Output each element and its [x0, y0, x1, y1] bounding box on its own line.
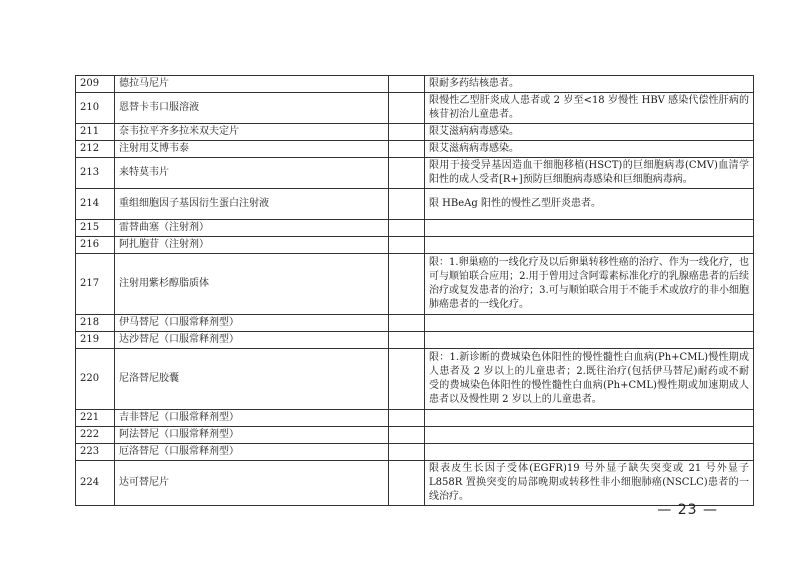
row-number: 214 — [76, 189, 115, 220]
drug-name: 尼洛替尼胶囊 — [115, 349, 389, 410]
restriction-note: 限艾滋病病毒感染。 — [425, 141, 754, 158]
restriction-note — [425, 315, 754, 332]
empty-cell — [389, 254, 425, 315]
drug-name: 厄洛替尼（口服常释剂型） — [115, 444, 389, 461]
drug-name: 伊马替尼（口服常释剂型） — [115, 315, 389, 332]
drug-name: 阿法替尼（口服常释剂型） — [115, 427, 389, 444]
drug-name: 注射用艾博韦泰 — [115, 141, 389, 158]
drug-name: 达沙替尼（口服常释剂型） — [115, 332, 389, 349]
table-row — [76, 76, 754, 93]
restriction-note — [425, 237, 754, 254]
restriction-note — [425, 427, 754, 444]
table-body — [76, 76, 754, 506]
drug-name: 阿扎胞苷（注射剂） — [115, 237, 389, 254]
row-number: 213 — [76, 158, 115, 189]
row-number: 210 — [76, 93, 115, 124]
row-number: 212 — [76, 141, 115, 158]
restriction-note: 限用于接受异基因造血干细胞移植(HSCT)的巨细胞病毒(CMV)血清学阳性的成人受者[R+]预防巨细胞病毒感染和巨细胞病毒病。 — [425, 158, 754, 189]
drug-name: 吉非替尼（口服常释剂型） — [115, 410, 389, 427]
restriction-note — [425, 410, 754, 427]
restriction-note: 限艾滋病病毒感染。 — [425, 124, 754, 141]
row-number: 223 — [76, 444, 115, 461]
empty-cell — [389, 349, 425, 410]
table-row — [76, 410, 754, 427]
restriction-note — [425, 332, 754, 349]
restriction-note — [425, 444, 754, 461]
drug-list-table — [75, 75, 754, 506]
table-row — [76, 237, 754, 254]
table-row — [76, 315, 754, 332]
empty-cell — [389, 410, 425, 427]
restriction-note — [425, 220, 754, 237]
table-row — [76, 220, 754, 237]
empty-cell — [389, 444, 425, 461]
restriction-note: 限慢性乙型肝炎成人患者或 2 岁至<18 岁慢性 HBV 感染代偿性肝病的核苷初治儿童患者。 — [425, 93, 754, 124]
drug-name: 奈韦拉平齐多拉米双夫定片 — [115, 124, 389, 141]
row-number: 216 — [76, 237, 115, 254]
drug-name: 雷替曲塞（注射剂） — [115, 220, 389, 237]
empty-cell — [389, 461, 425, 506]
empty-cell — [389, 332, 425, 349]
restriction-note: 限耐多药结核患者。 — [425, 76, 754, 93]
table-row — [76, 332, 754, 349]
empty-cell — [389, 220, 425, 237]
table-row — [76, 461, 754, 506]
empty-cell — [389, 237, 425, 254]
table-row — [76, 444, 754, 461]
table-row — [76, 158, 754, 189]
table-row — [76, 141, 754, 158]
empty-cell — [389, 427, 425, 444]
drug-name: 来特莫韦片 — [115, 158, 389, 189]
drug-name: 德拉马尼片 — [115, 76, 389, 93]
empty-cell — [389, 189, 425, 220]
row-number: 209 — [76, 76, 115, 93]
drug-name: 达可替尼片 — [115, 461, 389, 506]
drug-name: 重组细胞因子基因衍生蛋白注射液 — [115, 189, 389, 220]
empty-cell — [389, 141, 425, 158]
empty-cell — [389, 315, 425, 332]
restriction-note: 限 HBeAg 阳性的慢性乙型肝炎患者。 — [425, 189, 754, 220]
drug-name: 恩替卡韦口服溶液 — [115, 93, 389, 124]
restriction-note: 限：1.新诊断的费城染色体阳性的慢性髓性白血病(Ph+CML)慢性期成人患者及 2 岁以上的儿童患者；2.既往治疗(包括伊马替尼)耐药或不耐受的费城染色体阳性的慢性髓性白血病(Ph+CML)慢性期或加速期成人患者以及慢性期 2 岁以上的儿童患者。 — [425, 349, 754, 410]
row-number: 217 — [76, 254, 115, 315]
drug-name: 注射用紫杉醇脂质体 — [115, 254, 389, 315]
empty-cell — [389, 76, 425, 93]
empty-cell — [389, 158, 425, 189]
restriction-note: 限：1.卵巢癌的一线化疗及以后卵巢转移性癌的治疗、作为一线化疗，也可与顺铂联合应用；2.用于曾用过含阿霉素标准化疗的乳腺癌患者的后续治疗或复发患者的治疗；3.可与顺铂联合用于不能手术或放疗的非小细胞肺癌患者的一线化疗。 — [425, 254, 754, 315]
row-number: 220 — [76, 349, 115, 410]
row-number: 222 — [76, 427, 115, 444]
restriction-note: 限表皮生长因子受体(EGFR)19 号外显子缺失突变或 21 号外显子 L858R 置换突变的局部晚期或转移性非小细胞肺癌(NSCLC)患者的一线治疗。 — [425, 461, 754, 506]
empty-cell — [389, 124, 425, 141]
table-row — [76, 189, 754, 220]
row-number: 219 — [76, 332, 115, 349]
table-row — [76, 427, 754, 444]
empty-cell — [389, 93, 425, 124]
row-number: 221 — [76, 410, 115, 427]
table-row — [76, 349, 754, 410]
table-row — [76, 124, 754, 141]
row-number: 218 — [76, 315, 115, 332]
page-number: — 23 — — [657, 502, 718, 518]
table-row — [76, 254, 754, 315]
row-number: 211 — [76, 124, 115, 141]
table-row — [76, 93, 754, 124]
row-number: 215 — [76, 220, 115, 237]
row-number: 224 — [76, 461, 115, 506]
